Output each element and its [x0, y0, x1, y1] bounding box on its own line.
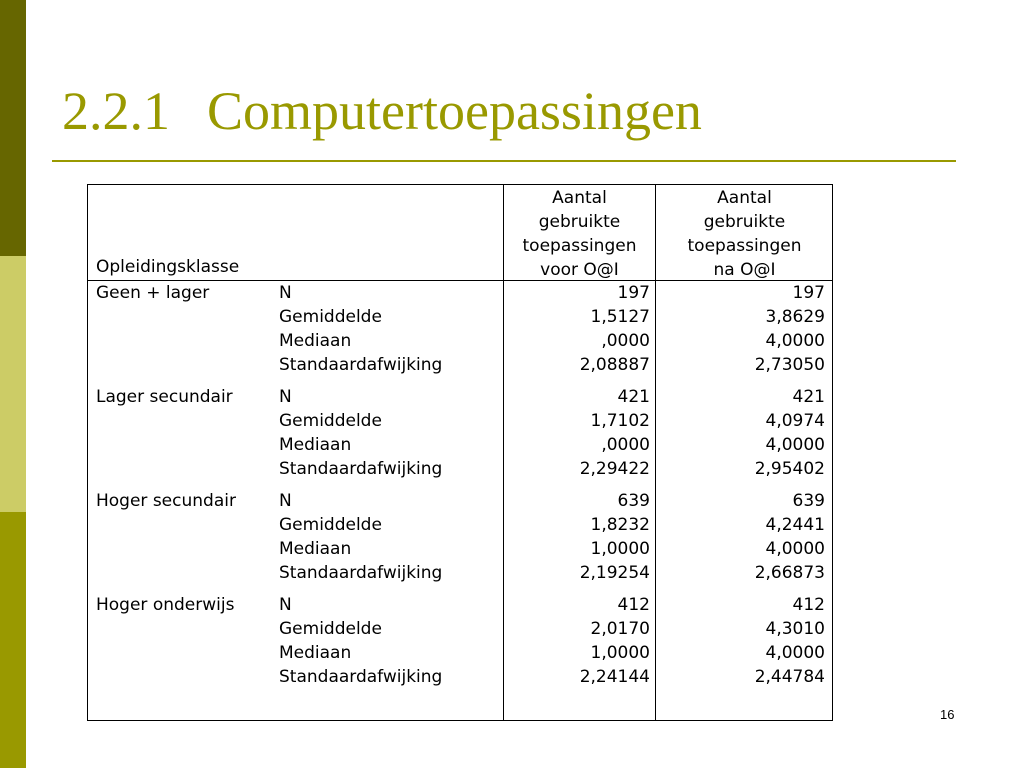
stat-label: N — [279, 283, 292, 303]
header-col-na-line: gebruikte — [703, 212, 786, 232]
value-voor: 1,0000 — [590, 643, 650, 663]
group-label: Hoger secundair — [96, 491, 236, 511]
table-group — [88, 593, 832, 697]
value-voor: 2,0170 — [590, 619, 650, 639]
stat-label: N — [279, 387, 292, 407]
value-voor: 197 — [617, 283, 650, 303]
stat-label: N — [279, 595, 292, 615]
stat-label: N — [279, 491, 292, 511]
slide-title — [62, 80, 702, 142]
value-voor: 1,8232 — [590, 515, 650, 535]
value-na: 2,95402 — [754, 459, 825, 479]
group-label: Lager secundair — [96, 387, 233, 407]
value-na: 4,0974 — [765, 411, 825, 431]
stat-label: Standaardafwijking — [279, 355, 443, 375]
stat-label: Mediaan — [279, 539, 352, 559]
value-voor: 421 — [617, 387, 650, 407]
value-voor: 1,0000 — [590, 539, 650, 559]
sidebar-light-band — [0, 256, 26, 512]
value-voor: 2,29422 — [579, 459, 650, 479]
stat-label: Gemiddelde — [279, 515, 382, 535]
group-label: Geen + lager — [96, 283, 210, 303]
value-voor: 412 — [617, 595, 650, 615]
value-voor: 1,7102 — [590, 411, 650, 431]
header-col-na-line: na O@I — [713, 260, 776, 280]
table-group — [88, 385, 832, 489]
title-underline — [52, 160, 956, 162]
value-na: 4,0000 — [765, 435, 825, 455]
page-number: 16 — [940, 707, 955, 722]
value-na: 639 — [792, 491, 825, 511]
value-na: 3,8629 — [765, 307, 825, 327]
value-voor: 1,5127 — [590, 307, 650, 327]
stat-label: Mediaan — [279, 435, 352, 455]
stat-label: Gemiddelde — [279, 619, 382, 639]
title-text: Computertoepassingen — [207, 81, 702, 141]
header-col-voor-line: toepassingen — [522, 236, 637, 256]
value-na: 4,0000 — [765, 331, 825, 351]
header-col-voor-line: Aantal — [552, 188, 607, 208]
stat-label: Mediaan — [279, 331, 352, 351]
header-col-voor-line: gebruikte — [538, 212, 621, 232]
table-group — [88, 489, 832, 593]
value-na: 4,2441 — [765, 515, 825, 535]
value-voor: ,0000 — [601, 331, 650, 351]
stat-label: Mediaan — [279, 643, 352, 663]
header-row-label: Opleidingsklasse — [96, 257, 240, 277]
stat-label: Gemiddelde — [279, 411, 382, 431]
value-na: 4,0000 — [765, 643, 825, 663]
value-voor: 639 — [617, 491, 650, 511]
value-na: 421 — [792, 387, 825, 407]
header-col-na-line: Aantal — [717, 188, 772, 208]
value-voor: ,0000 — [601, 435, 650, 455]
stat-label: Standaardafwijking — [279, 667, 443, 687]
header-col-voor — [504, 186, 655, 282]
value-voor: 2,19254 — [579, 563, 650, 583]
stat-label: Standaardafwijking — [279, 459, 443, 479]
value-voor: 2,24144 — [579, 667, 650, 687]
table-group — [88, 281, 832, 385]
group-label: Hoger onderwijs — [96, 595, 235, 615]
header-col-na-line: toepassingen — [687, 236, 802, 256]
stat-label: Gemiddelde — [279, 307, 382, 327]
value-na: 197 — [792, 283, 825, 303]
value-na: 4,0000 — [765, 539, 825, 559]
value-na: 4,3010 — [765, 619, 825, 639]
stat-label: Standaardafwijking — [279, 563, 443, 583]
sidebar-mid-band — [0, 512, 26, 768]
statistics-table — [87, 184, 833, 721]
sidebar-dark-band — [0, 0, 26, 256]
value-na: 412 — [792, 595, 825, 615]
value-na: 2,73050 — [754, 355, 825, 375]
value-na: 2,66873 — [754, 563, 825, 583]
value-na: 2,44784 — [754, 667, 825, 687]
value-voor: 2,08887 — [579, 355, 650, 375]
header-col-na — [656, 186, 833, 282]
title-number: 2.2.1 — [62, 81, 170, 141]
header-col-voor-line: voor O@I — [540, 260, 619, 280]
